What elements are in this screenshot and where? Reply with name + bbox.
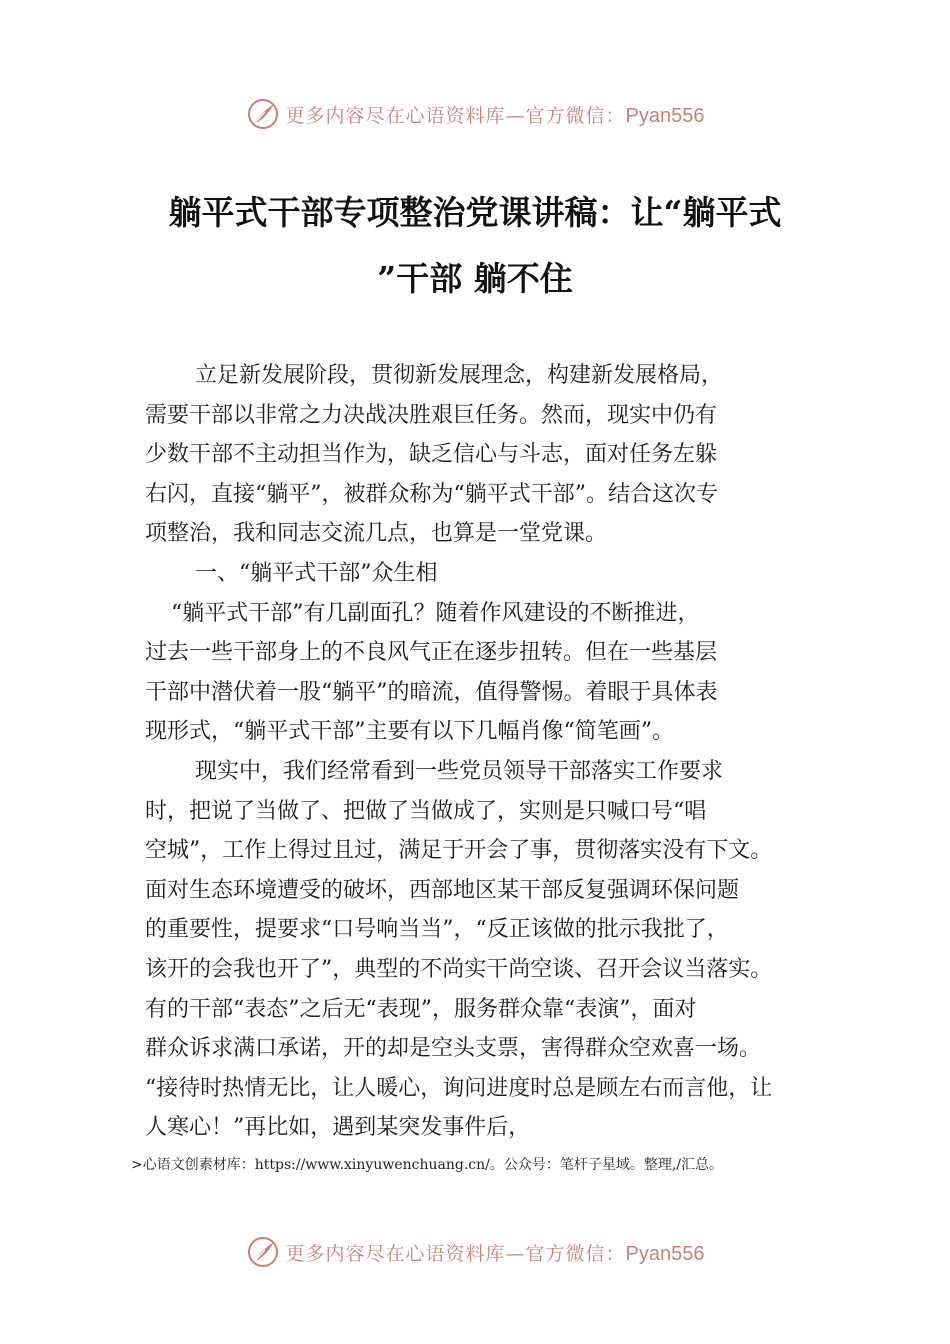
body-line: 干部中潜伏着一股“躺平”的暗流，值得警惕。着眼于具体表 [145,679,718,705]
wechat-handle: Pyan556 [625,104,705,127]
document-body [145,356,835,1148]
banner-text: 更多内容尽在心语资料库—官方微信：Pyan556 [285,1242,705,1265]
wechat-handle: Pyan556 [625,1242,705,1265]
body-line: 立足新发展阶段，贯彻新发展理念，构建新发展格局， [195,363,724,388]
body-line: 右闪，直接“躺平”，被群众称为“躺平式干部”。结合这次专 [145,481,718,507]
body-line: 少数干部不主动担当作为，缺乏信心与斗志，面对任务左躲 [145,442,718,468]
feather-pen-logo-icon [246,1235,280,1269]
body-line: 需要干部以非常之力决战决胜艰巨任务。然而，现实中仍有 [145,402,718,428]
body-line: 过去一些干部身上的不良风气正在逐步扭转。但在一些基层 [145,640,718,666]
body-line: 有的干部“表态”之后无“表现”，服务群众靠“表演”，面对 [145,996,697,1022]
body-line: 现实中，我们经常看到一些党员领导干部落实工作要求 [195,758,724,784]
body-line: 的重要性，提要求“口号响当当”，“反正该做的批示我批了， [145,917,729,943]
header-banner [0,94,950,134]
title-line-2: ”干部 躺不住 [377,259,573,298]
source-footnote: >心语文创素材库：https://www.xinyuwenchuang.cn/。公众号：笔杆子星域。整理,/汇总。 [131,1157,724,1173]
body-line: 一、“躺平式干部”众生相 [195,560,438,586]
banner-text: 更多内容尽在心语资料库—官方微信：Pyan556 [285,104,705,127]
title-line-1: 躺平式干部专项整治党课讲稿：让“躺平式 [168,193,782,232]
body-line: 项整治，我和同志交流几点，也算是一堂党课。 [145,521,608,547]
footer-banner [0,1232,950,1272]
body-line: 该开的会我也开了”，典型的不尚实干尚空谈、召开会议当落实。 [145,956,773,982]
body-line: 现形式，“躺平式干部”主要有以下几幅肖像“简笔画”。 [145,719,674,745]
body-line: “接待时热情无比，让人暖心，询问进度时总是顾左右而言他，让 [145,1075,773,1101]
body-line: 空城”，工作上得过且过，满足于开会了事，贯彻落实没有下文。 [145,838,773,864]
body-line: 面对生态环境遭受的破坏，西部地区某干部反复强调环保问题 [145,877,740,903]
body-line: 时，把说了当做了、把做了当做成了，实则是只喊口号“唱 [145,798,707,824]
feather-pen-logo-icon [246,97,280,131]
body-line: 群众诉求满口承诺，开的却是空头支票，害得群众空欢喜一场。 [145,1036,762,1062]
body-line: 人寒心！”再比如，遇到某突发事件后， [145,1115,531,1141]
body-line: “躺平式干部”有几副面孔？随着作风建设的不断推进， [171,600,700,626]
document-title [150,180,800,312]
